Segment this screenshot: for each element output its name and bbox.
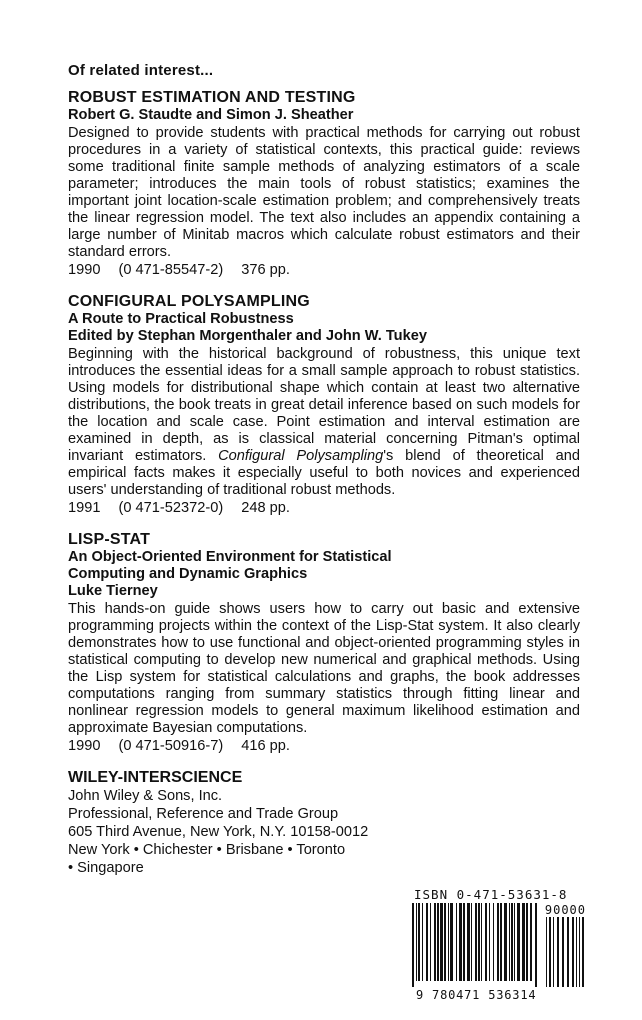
barcode-addon: 90000 [544, 903, 586, 917]
book-pages: 248 pp. [241, 500, 290, 516]
book-subtitle: A Route to Practical Robustness [68, 311, 294, 327]
publisher-line: 605 Third Avenue, New York, N.Y. 10158-0012 [68, 824, 369, 840]
book-description: Designed to provide students with practical methods for carrying out robust procedures in a variety of statistical contexts, this practical guide: reviews some traditional finite sample methods of analyzing estimators of a scale parameter; introduces the main tools of robust statistics; examines the important joint location-scale estimation problem; and comprehensively treats the linear regression model. The text also includes an appendix containing a large number of Minitab macros which calculate robust estimators and their standard errors. [68, 125, 580, 260]
book-year: 1991 [68, 500, 101, 516]
publisher-block [68, 769, 580, 877]
book-isbn: (0 471-85547-2) [118, 262, 224, 278]
barcode-bars-icon [410, 903, 588, 989]
book-pages: 376 pp. [241, 262, 290, 278]
book-entry-configural-polysampling [68, 293, 580, 517]
book-isbn: (0 471-52372-0) [118, 500, 224, 516]
publisher-line: New York • Chichester • Brisbane • Toronto [68, 842, 346, 858]
description-part: Beginning with the historical background of robustness, this unique text introduces the essential ideas for a small sample approach to robust statistics. Using models for distributional shape which contain at least two alternative distributions, the book treats in great detail inference based on such models for the location and scale case. Point estimation and interval estimation are examined in depth, as is classical material concerning Pitman's optimal invariant estimators. [68, 346, 580, 464]
book-year: 1990 [68, 262, 101, 278]
book-entry-lisp-stat [68, 531, 580, 755]
isbn-label: ISBN 0-471-53631-8 [414, 887, 568, 902]
book-authors: Luke Tierney [68, 583, 158, 599]
publisher-line: Professional, Reference and Trade Group [68, 806, 339, 822]
book-authors: Robert G. Staudte and Simon J. Sheather [68, 107, 354, 123]
book-authors: Edited by Stephan Morgenthaler and John W. Tukey [68, 328, 427, 344]
book-title: CONFIGURAL POLYSAMPLING [68, 293, 310, 310]
publisher-line: • Singapore [68, 860, 144, 876]
book-isbn: (0 471-50916-7) [118, 738, 224, 754]
publisher-name: WILEY-INTERSCIENCE [68, 769, 243, 786]
book-title: ROBUST ESTIMATION AND TESTING [68, 89, 356, 106]
book-meta [68, 261, 580, 279]
book-description [68, 346, 580, 499]
book-pages: 416 pp. [241, 738, 290, 754]
book-title: LISP-STAT [68, 531, 151, 548]
ean-digits: 9 780471 536314 [416, 988, 537, 1002]
book-meta [68, 737, 580, 755]
book-meta [68, 499, 580, 517]
publisher-line: John Wiley & Sons, Inc. [68, 788, 223, 804]
description-part: 's blend of theoretical and empirical facts makes it especially useful to both novices and experienced users' understanding of traditional robust methods. [68, 448, 580, 498]
book-back-cover [68, 62, 580, 877]
related-heading: Of related interest... [68, 62, 214, 79]
book-subtitle: An Object-Oriented Environment for Statistical Computing and Dynamic Graphics [68, 549, 392, 582]
book-entry-robust-estimation [68, 89, 580, 279]
description-italic-title: Configural Polysampling [218, 448, 384, 464]
barcode [410, 887, 588, 1007]
book-year: 1990 [68, 738, 101, 754]
book-description: This hands-on guide shows users how to carry out basic and extensive programming projects within the context of the Lisp-Stat system. It also clearly demonstrates how to use functional and object-oriented programming styles in statistical computing to develop new numerical and graphical methods. Using the Lisp system for statistical calculations and graphs, the book addresses computations ranging from summary statistics through fitting linear and nonlinear regression models to general maximum likelihood estimation and approximate Bayesian computations. [68, 601, 580, 736]
